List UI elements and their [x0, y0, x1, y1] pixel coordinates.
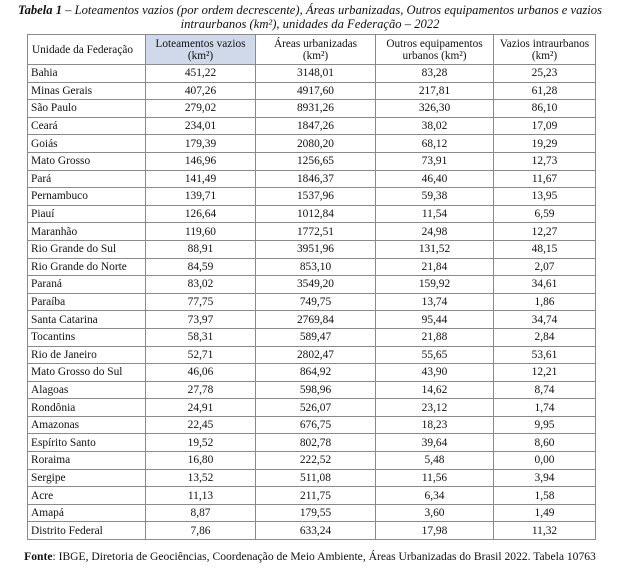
table-row — [28, 416, 596, 434]
cell-loteamentos: 83,02 — [146, 276, 256, 294]
cell-areas: 526,07 — [256, 399, 376, 417]
cell-uf: Alagoas — [28, 381, 146, 399]
cell-outros: 11,56 — [376, 469, 494, 487]
cell-vazios: 1,74 — [494, 399, 596, 417]
cell-uf: Rio Grande do Norte — [28, 258, 146, 276]
table-row — [28, 205, 596, 223]
header-line: (km²) — [302, 49, 329, 62]
cell-areas: 2080,20 — [256, 135, 376, 153]
header-line: Loteamentos vazios — [155, 37, 246, 50]
table-header — [28, 35, 596, 65]
cell-areas: 222,52 — [256, 452, 376, 470]
table-row — [28, 487, 596, 505]
cell-vazios: 9,95 — [494, 416, 596, 434]
cell-vazios: 53,61 — [494, 346, 596, 364]
cell-loteamentos: 141,49 — [146, 170, 256, 188]
cell-outros: 21,88 — [376, 328, 494, 346]
cell-areas: 3148,01 — [256, 65, 376, 83]
cell-loteamentos: 234,01 — [146, 117, 256, 135]
cell-vazios: 11,67 — [494, 170, 596, 188]
cell-outros: 24,98 — [376, 223, 494, 241]
header-loteamentos — [146, 35, 256, 65]
header-vazios — [494, 35, 596, 65]
table-caption — [0, 3, 620, 31]
table-row — [28, 135, 596, 153]
cell-loteamentos: 58,31 — [146, 328, 256, 346]
table-row — [28, 522, 596, 540]
cell-outros: 3,60 — [376, 504, 494, 522]
cell-outros: 17,98 — [376, 522, 494, 540]
cell-areas: 589,47 — [256, 328, 376, 346]
cell-outros: 73,91 — [376, 152, 494, 170]
cell-loteamentos: 7,86 — [146, 522, 256, 540]
cell-outros: 43,90 — [376, 364, 494, 382]
cell-vazios: 61,28 — [494, 82, 596, 100]
cell-areas: 1012,84 — [256, 205, 376, 223]
cell-loteamentos: 73,97 — [146, 311, 256, 329]
cell-loteamentos: 146,96 — [146, 152, 256, 170]
cell-areas: 864,92 — [256, 364, 376, 382]
cell-areas: 3951,96 — [256, 240, 376, 258]
data-table — [27, 34, 596, 540]
cell-areas: 511,08 — [256, 469, 376, 487]
cell-vazios: 0,00 — [494, 452, 596, 470]
cell-outros: 21,84 — [376, 258, 494, 276]
cell-uf: Santa Catarina — [28, 311, 146, 329]
cell-outros: 217,81 — [376, 82, 494, 100]
cell-outros: 55,65 — [376, 346, 494, 364]
cell-outros: 68,12 — [376, 135, 494, 153]
cell-loteamentos: 13,52 — [146, 469, 256, 487]
cell-areas: 1256,65 — [256, 152, 376, 170]
cell-vazios: 48,15 — [494, 240, 596, 258]
table-row — [28, 311, 596, 329]
cell-uf: Acre — [28, 487, 146, 505]
cell-outros: 59,38 — [376, 188, 494, 206]
table-row — [28, 346, 596, 364]
cell-uf: Rondônia — [28, 399, 146, 417]
cell-vazios: 13,95 — [494, 188, 596, 206]
cell-vazios: 2,84 — [494, 328, 596, 346]
cell-loteamentos: 27,78 — [146, 381, 256, 399]
header-line: urbanos (km²) — [402, 49, 467, 62]
header-line: Unidade da Federação — [32, 43, 133, 56]
cell-vazios: 1,58 — [494, 487, 596, 505]
caption-label: Tabela 1 — [18, 3, 62, 17]
source-label: Fonte — [24, 550, 53, 563]
cell-uf: Piauí — [28, 205, 146, 223]
cell-areas: 749,75 — [256, 293, 376, 311]
cell-loteamentos: 88,91 — [146, 240, 256, 258]
cell-uf: Ceará — [28, 117, 146, 135]
cell-vazios: 34,61 — [494, 276, 596, 294]
cell-areas: 3549,20 — [256, 276, 376, 294]
cell-uf: Pará — [28, 170, 146, 188]
cell-areas: 676,75 — [256, 416, 376, 434]
cell-areas: 211,75 — [256, 487, 376, 505]
header-areas — [256, 35, 376, 65]
table-row — [28, 188, 596, 206]
cell-loteamentos: 451,22 — [146, 65, 256, 83]
cell-outros: 13,74 — [376, 293, 494, 311]
cell-uf: Pernambuco — [28, 188, 146, 206]
header-line: Outros equipamentos — [386, 37, 483, 50]
caption-line-2: intraurbanos (km²), unidades da Federação – 2022 — [180, 17, 440, 31]
table-row — [28, 82, 596, 100]
cell-outros: 326,30 — [376, 100, 494, 118]
cell-outros: 159,92 — [376, 276, 494, 294]
cell-areas: 598,96 — [256, 381, 376, 399]
cell-vazios: 12,27 — [494, 223, 596, 241]
cell-vazios: 1,86 — [494, 293, 596, 311]
cell-loteamentos: 24,91 — [146, 399, 256, 417]
cell-vazios: 11,32 — [494, 522, 596, 540]
cell-areas: 179,55 — [256, 504, 376, 522]
cell-loteamentos: 8,87 — [146, 504, 256, 522]
cell-outros: 46,40 — [376, 170, 494, 188]
cell-vazios: 8,60 — [494, 434, 596, 452]
table-row — [28, 152, 596, 170]
cell-uf: Maranhão — [28, 223, 146, 241]
table-row — [28, 170, 596, 188]
cell-areas: 633,24 — [256, 522, 376, 540]
header-line: (km²) — [531, 49, 558, 62]
cell-uf: Espírito Santo — [28, 434, 146, 452]
cell-vazios: 6,59 — [494, 205, 596, 223]
cell-outros: 39,64 — [376, 434, 494, 452]
table-row — [28, 240, 596, 258]
cell-outros: 11,54 — [376, 205, 494, 223]
header-row — [28, 35, 596, 65]
cell-uf: Paraíba — [28, 293, 146, 311]
cell-vazios: 12,21 — [494, 364, 596, 382]
table-row — [28, 364, 596, 382]
table-row — [28, 258, 596, 276]
cell-loteamentos: 407,26 — [146, 82, 256, 100]
cell-areas: 802,78 — [256, 434, 376, 452]
cell-loteamentos: 19,52 — [146, 434, 256, 452]
table-row — [28, 399, 596, 417]
table-row — [28, 100, 596, 118]
cell-uf: Rio de Janeiro — [28, 346, 146, 364]
cell-loteamentos: 139,71 — [146, 188, 256, 206]
cell-outros: 38,02 — [376, 117, 494, 135]
table-row — [28, 223, 596, 241]
caption-line-1 — [0, 3, 620, 17]
cell-loteamentos: 46,06 — [146, 364, 256, 382]
table-row — [28, 293, 596, 311]
cell-areas: 2769,84 — [256, 311, 376, 329]
cell-areas: 2802,47 — [256, 346, 376, 364]
cell-uf: Tocantins — [28, 328, 146, 346]
cell-uf: Paraná — [28, 276, 146, 294]
cell-outros: 18,23 — [376, 416, 494, 434]
cell-loteamentos: 11,13 — [146, 487, 256, 505]
cell-vazios: 25,23 — [494, 65, 596, 83]
table-row — [28, 452, 596, 470]
table-row — [28, 381, 596, 399]
cell-outros: 5,48 — [376, 452, 494, 470]
cell-uf: Rio Grande do Sul — [28, 240, 146, 258]
table-row — [28, 434, 596, 452]
table-row — [28, 504, 596, 522]
cell-vazios: 17,09 — [494, 117, 596, 135]
caption-text-1: – Loteamentos vazios (por ordem decrescente), Áreas urbanizadas, Outros equipamentos urbanos e vazios — [62, 3, 602, 17]
cell-areas: 1537,96 — [256, 188, 376, 206]
header-outros — [376, 35, 494, 65]
source-note — [0, 550, 620, 563]
cell-outros: 6,34 — [376, 487, 494, 505]
cell-vazios: 3,94 — [494, 469, 596, 487]
cell-outros: 23,12 — [376, 399, 494, 417]
cell-uf: Amazonas — [28, 416, 146, 434]
cell-loteamentos: 52,71 — [146, 346, 256, 364]
cell-areas: 1772,51 — [256, 223, 376, 241]
cell-vazios: 8,74 — [494, 381, 596, 399]
cell-uf: Goiás — [28, 135, 146, 153]
cell-uf: São Paulo — [28, 100, 146, 118]
cell-areas: 853,10 — [256, 258, 376, 276]
cell-loteamentos: 279,02 — [146, 100, 256, 118]
cell-uf: Mato Grosso do Sul — [28, 364, 146, 382]
cell-vazios: 19,29 — [494, 135, 596, 153]
header-unidade — [28, 35, 146, 65]
cell-outros: 95,44 — [376, 311, 494, 329]
cell-vazios: 34,74 — [494, 311, 596, 329]
cell-loteamentos: 22,45 — [146, 416, 256, 434]
cell-vazios: 2,07 — [494, 258, 596, 276]
cell-areas: 4917,60 — [256, 82, 376, 100]
cell-areas: 1847,26 — [256, 117, 376, 135]
cell-loteamentos: 16,80 — [146, 452, 256, 470]
table-row — [28, 276, 596, 294]
cell-uf: Bahia — [28, 65, 146, 83]
cell-uf: Distrito Federal — [28, 522, 146, 540]
cell-loteamentos: 119,60 — [146, 223, 256, 241]
cell-outros: 131,52 — [376, 240, 494, 258]
table-row — [28, 117, 596, 135]
cell-loteamentos: 84,59 — [146, 258, 256, 276]
table-body — [28, 65, 596, 540]
cell-outros: 83,28 — [376, 65, 494, 83]
cell-loteamentos: 77,75 — [146, 293, 256, 311]
cell-uf: Minas Gerais — [28, 82, 146, 100]
cell-areas: 1846,37 — [256, 170, 376, 188]
cell-vazios: 86,10 — [494, 100, 596, 118]
cell-loteamentos: 179,39 — [146, 135, 256, 153]
header-line: (km²) — [187, 49, 214, 62]
source-text: : IBGE, Diretoria de Geociências, Coordenação de Meio Ambiente, Áreas Urbanizadas do Brasil 2022. Tabela 10763 — [52, 550, 596, 563]
table-row — [28, 65, 596, 83]
cell-areas: 8931,26 — [256, 100, 376, 118]
header-line: Vazios intraurbanos — [499, 37, 590, 50]
cell-vazios: 1,49 — [494, 504, 596, 522]
cell-vazios: 12,73 — [494, 152, 596, 170]
cell-uf: Roraima — [28, 452, 146, 470]
cell-uf: Amapá — [28, 504, 146, 522]
header-line: Áreas urbanizadas — [273, 37, 358, 50]
cell-uf: Sergipe — [28, 469, 146, 487]
cell-uf: Mato Grosso — [28, 152, 146, 170]
cell-loteamentos: 126,64 — [146, 205, 256, 223]
table-row — [28, 328, 596, 346]
table-row — [28, 469, 596, 487]
cell-outros: 14,62 — [376, 381, 494, 399]
